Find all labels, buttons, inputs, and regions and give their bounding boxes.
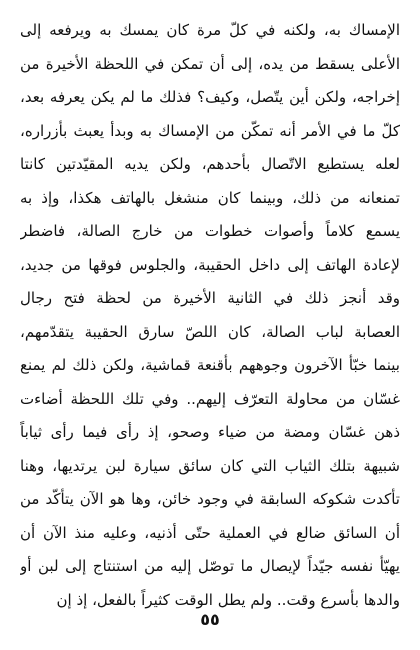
text-line: بينما خبّأ الآخرون وجوههم بأقنعة قماشية، ولكن ذلك لم يمنع xyxy=(20,356,400,374)
text-line: تمنعانه من ذلك، وبينما كان منشغل بالهاتف هكذا، وإذ به xyxy=(20,188,400,207)
text-line: شبيهة بتلك الثياب التي كان سائق سيارة لبن يرتديها، وهنا xyxy=(20,456,400,475)
text-line: تأكدت شكوكه السابقة في وجود خائن، وها هو الآن يتأكّد من xyxy=(20,490,400,508)
text-line: يهيّأ نفسه جيّداً لإيصال ما توصّل إليه من استنتاج إلى لبن أو xyxy=(20,557,400,575)
page-number: ٥٥ xyxy=(200,610,220,629)
text-line: وقد أنجز ذلك في الثانية الأخيرة من لحظة فتح رجال xyxy=(20,289,400,307)
text-line: لإعادة الهاتف إلى داخل الحقيبة، والجلوس فوقها من جديد، xyxy=(20,255,400,274)
text-line: الإمساك به، ولكنه في كلّ مرة كان يمسك به ويرفعه إلى xyxy=(20,21,400,39)
text-line: والدها بأسرع وقت.. ولم يطل الوقت كثيراً بالفعل، إذ إن xyxy=(56,590,400,609)
text-line: إخراجه، ولكن أين يتّصل، وكيف؟ فذلك ما لم يكن يعرفه بعد، xyxy=(20,88,400,106)
text-line: غسّان من محاولة التعرّف إليهم.. وفي تلك اللحظة أضاءت xyxy=(20,389,400,408)
text-line: لعله يستطيع الاتّصال بأحدهم، ولكن يديه المقيّدتين كانتا xyxy=(20,155,400,173)
text-line: ذهن غسّان ومضة من ضياء وصحو، إذ رأى فيما رأى ثياباً xyxy=(20,423,400,441)
text-line: يسمع كلاماً وأصوات خطوات من خارج الصالة، فاضطر xyxy=(20,222,400,240)
text-line: أن السائق ضالع في العملية حتّى أذنيه، وعليه منذ الآن أن xyxy=(20,523,400,542)
text-line: كلّ ما في الأمر أنه تمكّن من الإمساك به وبدأ يعبث بأزراره، xyxy=(20,121,400,140)
text-line: العصابة لباب الصالة، كان اللصّ سارق الحقيبة يتقدّمهم، xyxy=(20,322,400,341)
text-line: الأعلى يسقط من يده، إلى أن تمكن في اللحظة الأخيرة من xyxy=(20,54,400,73)
body-text xyxy=(20,14,400,617)
